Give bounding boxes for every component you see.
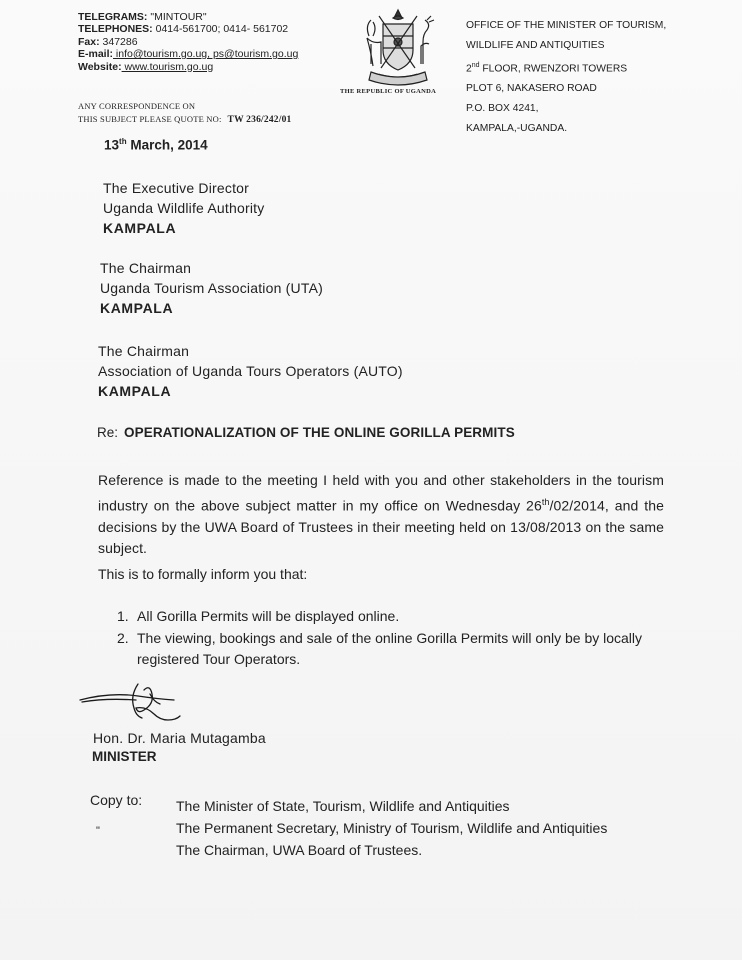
telegrams-line: [78, 11, 298, 23]
telephones-value: 0414-561700; 0414- 561702: [152, 23, 289, 36]
date-rest: March, 2014: [126, 137, 208, 153]
inform-line: This is to formally inform you that:: [98, 566, 308, 582]
paragraph-ordinal-suffix: th: [541, 496, 550, 507]
addressee-title: The Executive Director: [103, 180, 250, 196]
addressee-1: [103, 178, 264, 238]
telephones-line: [78, 23, 298, 35]
list-item-text: All Gorilla Permits will be displayed online.: [137, 608, 400, 624]
addressee-organization: Uganda Wildlife Authority: [103, 200, 265, 216]
date-day-suffix: th: [119, 137, 127, 146]
copy-recipients: [176, 795, 607, 861]
fax-line: [78, 36, 298, 48]
floor-suffix: nd: [471, 62, 480, 69]
signatory-title: MINISTER: [92, 749, 157, 764]
website-label: Website:: [78, 60, 122, 73]
floor-number: 2: [466, 63, 472, 75]
date-day: 13: [104, 137, 120, 153]
paragraph-part-2: /02/2014, and the decisions by the UWA Board of Trustees in their meeting held on 13/08/2013 on the same subject.: [98, 497, 664, 557]
addressee-organization: Uganda Tourism Association (UTA): [100, 280, 323, 296]
website-line: [78, 61, 298, 73]
signatory-name: Hon. Dr. Maria Mutagamba: [93, 730, 266, 746]
ditto-mark: ": [96, 825, 100, 837]
telephones-label: TELEPHONES:: [78, 23, 153, 36]
telegrams-value: "MINTOUR": [147, 11, 207, 23]
paragraph-part-1: Reference is made to the meeting I held with you and other stakeholders in the tourism industry on the above subject matter in my office on Wednesday 26: [98, 472, 664, 514]
contact-details: [78, 11, 298, 73]
copy-recipient: The Chairman, UWA Board of Trustees.: [176, 842, 423, 858]
list-item: [117, 628, 677, 671]
addressee-city: KAMPALA: [103, 220, 177, 236]
handwritten-signature: [78, 680, 190, 726]
addressee-city: KAMPALA: [100, 300, 174, 316]
decision-list: [117, 606, 677, 671]
ministry-line-5: P.O. BOX 4241,: [466, 103, 539, 115]
addressee-3: [98, 341, 403, 401]
copy-recipient: The Minister of State, Tourism, Wildlife and Antiquities: [176, 798, 510, 814]
email-value: info@tourism.go.ug, ps@tourism.go.ug: [113, 48, 299, 61]
floor-text: FLOOR, RWENZORI TOWERS: [479, 63, 628, 75]
ministry-line-3: [466, 56, 666, 79]
fax-label: Fax:: [78, 35, 100, 48]
letter-date: [104, 137, 208, 153]
email-label: E-mail:: [78, 48, 114, 61]
ministry-line-1: OFFICE OF THE MINISTER OF TOURISM,: [466, 20, 667, 31]
subject-prefix: Re:: [97, 425, 119, 440]
correspondence-line-2-row: [78, 113, 291, 127]
website-value: www.tourism.go.ug: [121, 60, 214, 73]
subject-line: [97, 425, 515, 440]
addressee-organization: Association of Uganda Tours Operators (AUTO): [98, 363, 403, 379]
body-paragraph: [98, 470, 664, 560]
list-item: [117, 606, 677, 628]
list-item-number: 2.: [117, 629, 129, 646]
correspondence-note: [78, 100, 291, 127]
list-item-text: The viewing, bookings and sale of the online Gorilla Permits will only be by locally registered Tour Operators.: [137, 629, 643, 667]
ministry-line-4: PLOT 6, NAKASERO ROAD: [466, 83, 597, 95]
addressee-title: The Chairman: [100, 260, 192, 276]
copy-to-label: Copy to:: [90, 792, 143, 808]
ministry-line-2: WILDLIFE AND ANTIQUITIES: [466, 40, 605, 51]
addressee-city: KAMPALA: [98, 383, 172, 399]
correspondence-line-2: THIS SUBJECT PLEASE QUOTE NO:: [78, 114, 222, 124]
correspondence-line-1: ANY CORRESPONDENCE ON: [78, 101, 196, 111]
reference-number: TW 236/242/01: [227, 115, 292, 125]
ministry-line-6: KAMPALA,-UGANDA.: [466, 123, 568, 135]
addressee-title: The Chairman: [98, 343, 190, 359]
email-line: [78, 48, 298, 60]
republic-caption: THE REPUBLIC OF UGANDA: [340, 88, 437, 95]
ministry-address: [466, 16, 666, 139]
list-item-number: 1.: [117, 608, 129, 624]
coat-of-arms-emblem: [357, 6, 439, 90]
fax-value: 347286: [99, 35, 138, 48]
copy-recipient: The Permanent Secretary, Ministry of Tourism, Wildlife and Antiquities: [176, 820, 608, 836]
subject-title: OPERATIONALIZATION OF THE ONLINE GORILLA PERMITS: [124, 425, 515, 440]
addressee-2: [100, 258, 323, 318]
telegrams-label: TELEGRAMS:: [78, 11, 148, 23]
